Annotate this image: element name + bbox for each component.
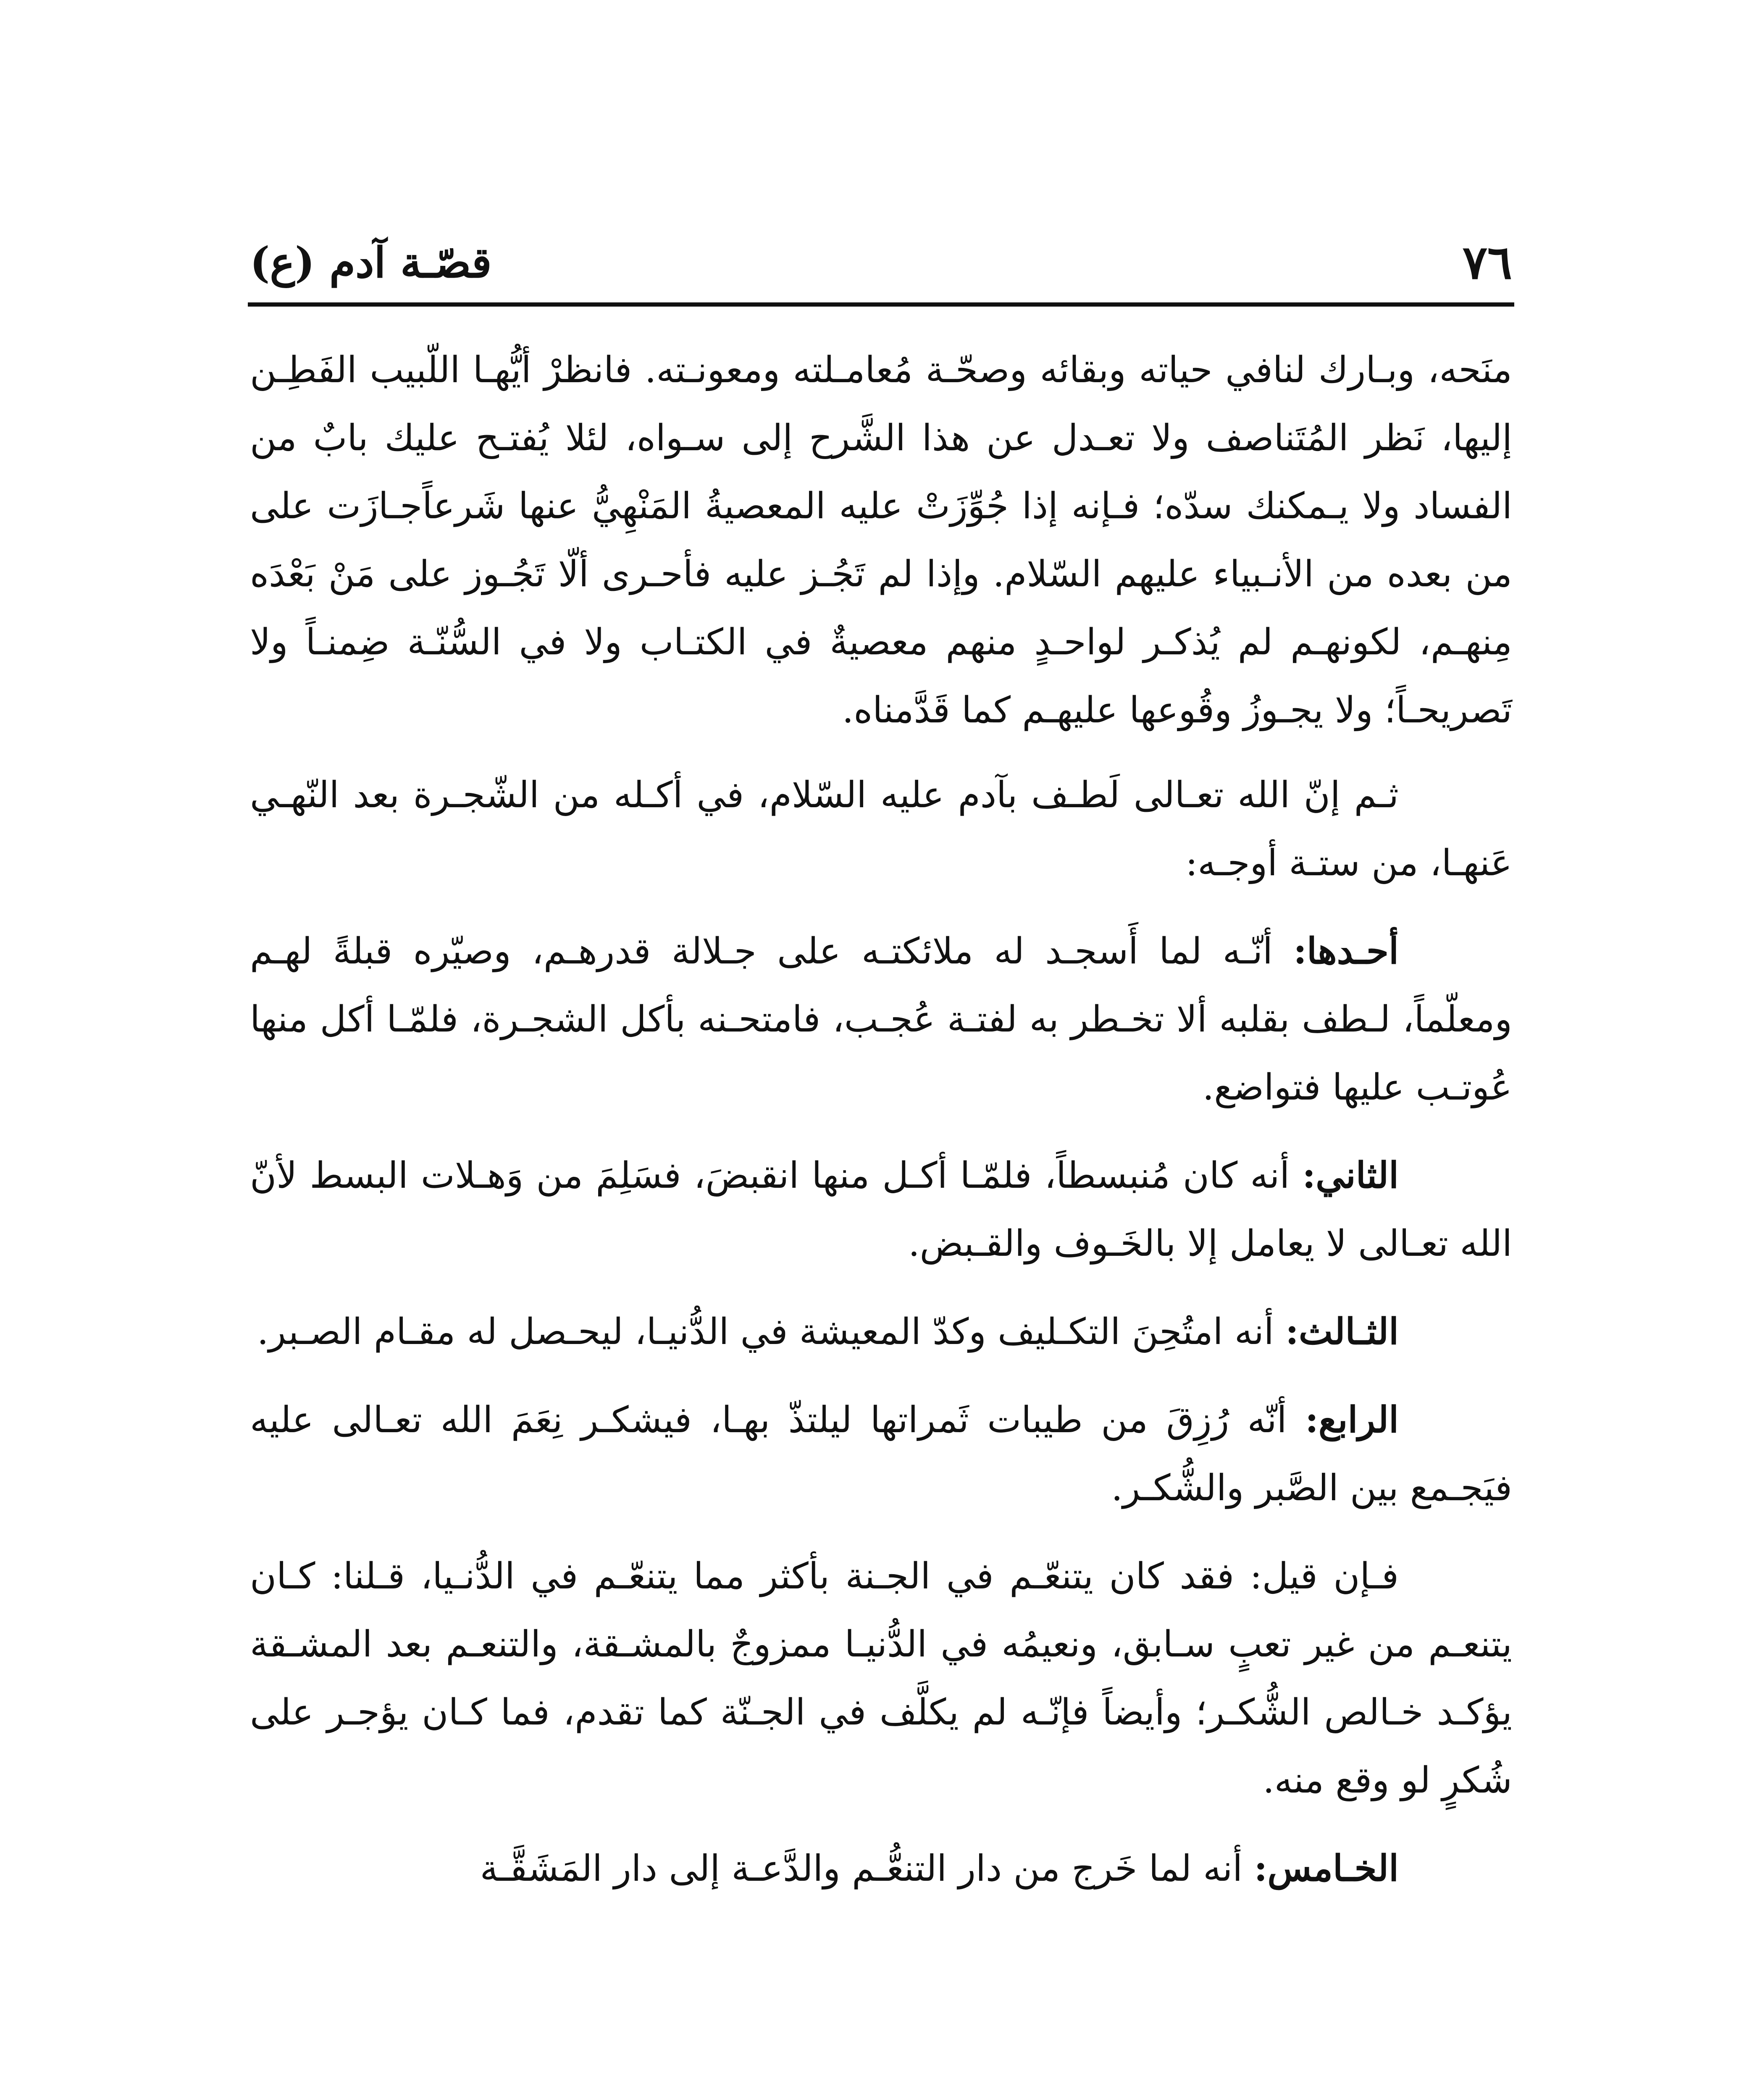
paragraph-text: أنه لما خَرج من دار التنعُّـم والدَّعـة إلى دار المَشَقَّـة [480, 1848, 1254, 1890]
paragraph-lead: الخـامس: [1254, 1847, 1399, 1890]
paragraph-second-aspect [250, 1142, 1512, 1278]
paragraph-text: أنّـه لما أَسجـد له ملائكتـه على جـلالة قدرهـم، وصيّره قبلةً لهـم ومعلّماً، لـطف بقلبه ألا تخـطر به لفتـة عُجـب، فامتحـنه بأكل الشجـرة، فلمّـا أكل منها عُوتـب عليها فتواضع. [250, 930, 1512, 1108]
paragraph-lead: الرابع: [1305, 1399, 1399, 1441]
paragraph-third-aspect [250, 1298, 1512, 1366]
paragraph-lead: الثاني: [1302, 1154, 1399, 1197]
paragraph-fifth-aspect [250, 1835, 1512, 1903]
page-number: ٧٦ [1462, 235, 1512, 289]
paragraph-1 [250, 336, 1512, 744]
paragraph-objection [250, 1542, 1512, 1814]
paragraph-2 [250, 761, 1512, 897]
paragraph-text: أنه كان مُنبسطاً، فلمّـا أكـل منها انقبضَ، فسَلِمَ من وَهـلات البسط لأنّ الله تعـالى لا يعامل إلا بالخَـوف والقـبض. [250, 1155, 1512, 1265]
paragraph-text: منَحه، وبـارك لنافي حياته وبقائه وصحّـة مُعامـلته ومعونـته. فانظرْ أيُّهـا اللّبيب الفَطِـن إليها، نَظر المُتَناصف ولا تعـدل عن هذا الشَّرح إلى سـواه، لئلا يُفتـح عليك بابٌ من الفساد ولا يـمكنك سدّه؛ فـإنه إذا جُوِّزَتْ عليه المعصيةُ المَنْهِيُّ عنها شَرعاًجـازَت على من بعده من الأنـبياء عليهم السّلام. وإذا لم تَجُـز عليه فأحـرى ألّا تَجُـوز على مَنْ بَعْدَه مِنهـم، لكونهـم لم يُذكـر لواحـدٍ منهم معصيةٌ في الكتـاب ولا في السُّنّـة ضِمنـاً ولا تَصريحـاً؛ ولا يجـوزُ وقُوعها عليهـم كما قَدَّمناه. [250, 349, 1512, 731]
header-divider [248, 302, 1514, 307]
paragraph-lead: الثـالث: [1285, 1310, 1399, 1353]
running-title: قصّـة آدم (ع) [250, 238, 492, 287]
paragraph-text: أنّه رُزِقَ من طيبات ثَمراتها ليلتذّ بهـا، فيشكـر نِعَمَ الله تعـالى عليه فيَجـمع بين الصَّبر والشُّكـر. [250, 1399, 1512, 1509]
body-text [250, 336, 1512, 1923]
paragraph-text: أنه امتُحِنَ التكـليف وكدّ المعيشة في الدُّنيـا، ليحـصل له مقـام الصـبر. [257, 1311, 1286, 1353]
paragraph-text: فـإن قيل: فقد كان يتنعّـم في الجـنة بأكثر مما يتنعّـم في الدُّنـيا، قـلنا: كـان يتنعـم من غير تعبٍ سـابق، ونعيمُه في الدُّنيـا ممزوجٌ بالمشـقة، والتنعـم بعد المشـقة يؤكـد خـالص الشُّكـر؛ وأيضاً فإنّـه لم يكلَّف في الجـنّة كما تقدم، فما كـان يؤجـر على شُكرٍ لو وقع منه. [250, 1555, 1512, 1801]
paragraph-first-aspect [250, 917, 1512, 1121]
paragraph-text: ثـم إنّ الله تعـالى لَطـف بآدم عليه السّلام، في أكـله من الشّجـرة بعد النّهـي عَنهـا، من ستـة أوجـه: [250, 774, 1512, 884]
paragraph-lead: أحـدها: [1293, 930, 1399, 972]
page-header [250, 235, 1512, 290]
paragraph-fourth-aspect [250, 1386, 1512, 1522]
